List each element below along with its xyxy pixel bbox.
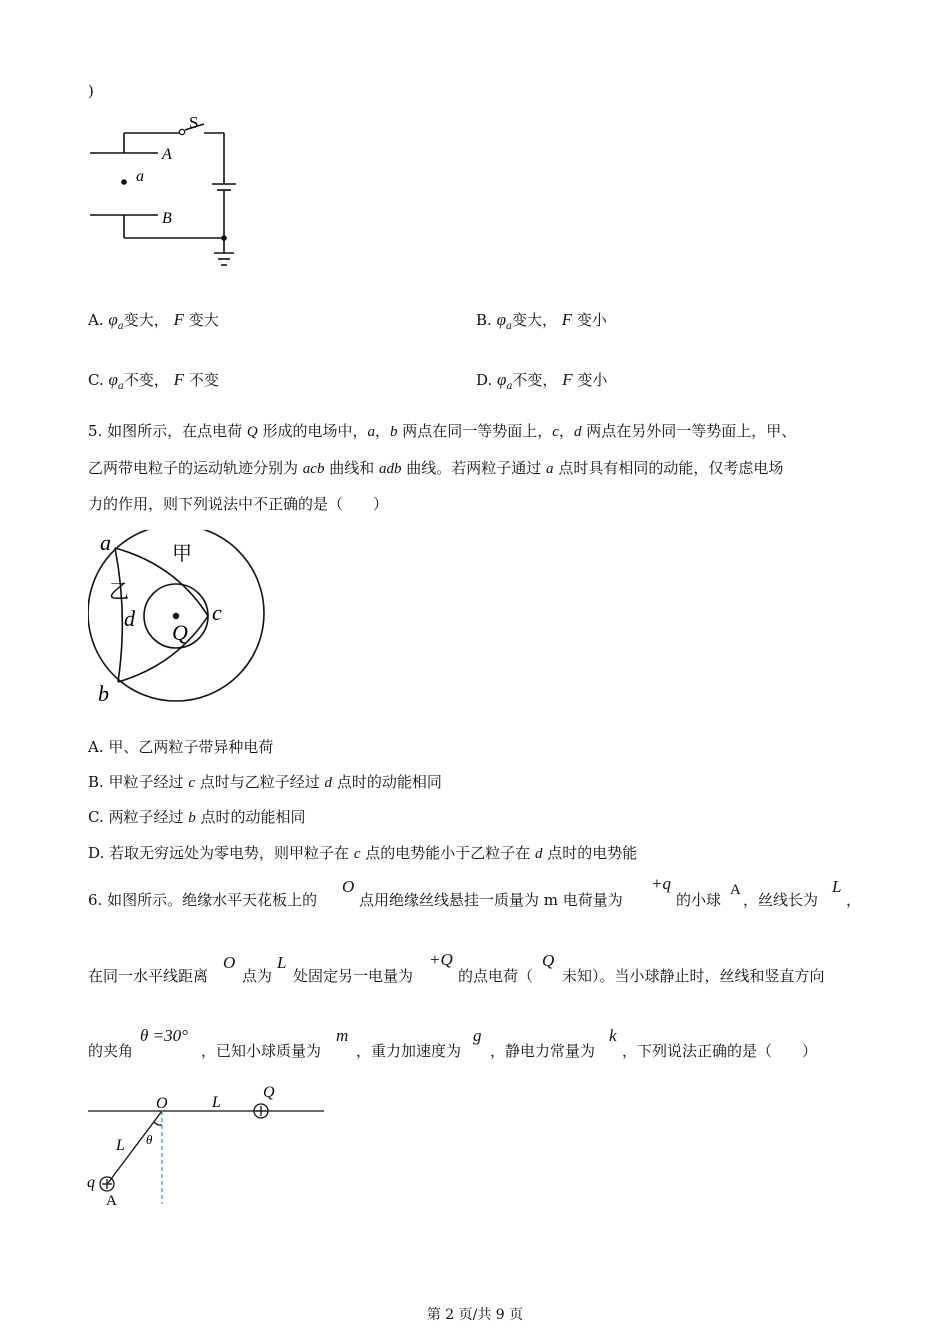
q6-line2-part4: 的点电荷（: [458, 967, 534, 985]
q6-line3-symbol-k: k: [609, 1026, 617, 1045]
q6-line2-part2: 点为: [242, 967, 273, 985]
pendulum-charge-figure: [84, 1080, 334, 1210]
option-b: B. $\varphi_a$变大， F 变小: [476, 310, 607, 332]
fig5-label-a: a: [100, 530, 111, 555]
fig6-label-o: O: [156, 1095, 168, 1112]
fig6-label-l-side: L: [116, 1137, 125, 1154]
q5-stem-line-1: 5. 如图所示，在点电荷 Q 形成的电场中，a，b 两点在同一等势面上，c，d 两点在另外同一等势面上，甲、: [88, 422, 797, 440]
option-a: A. $\varphi_a$变大， F 变大: [88, 310, 219, 332]
charge-q-dot: [173, 613, 179, 619]
fig5-label-jia: 甲: [172, 543, 192, 565]
fig6-label-theta: θ: [146, 1132, 153, 1147]
q6-line3-theta: θ =30°: [140, 1026, 188, 1045]
theta-arc: [154, 1122, 162, 1125]
option-c: C. $\varphi_a$不变， F 不变: [88, 370, 219, 392]
q6-line1-symbol-q: +q: [651, 874, 671, 893]
q5-stem-line-3: 力的作用，则下列说法中不正确的是（ ）: [88, 495, 389, 513]
q5-option-a: A. 甲、乙两粒子带异种电荷: [88, 738, 274, 756]
point-a-label: a: [136, 168, 144, 185]
equipotential-figure: [88, 530, 278, 710]
q6-line3-part2: ，已知小球质量为: [201, 1042, 322, 1060]
q6-line2-symbol-q: Q: [542, 951, 555, 970]
q6-line1-ball-a: A: [730, 882, 741, 898]
q6-line3-symbol-m: m: [336, 1026, 349, 1045]
question-4-closing-paren: ): [88, 82, 94, 100]
q6-line3-symbol-g: g: [473, 1026, 482, 1045]
q6-line1-part5: ，: [846, 891, 862, 909]
page-number-footer: 第 2 页/共 9 页: [426, 1307, 524, 1323]
q6-line1-part2: 点用绝缘丝线悬挂一质量为 m 电荷量为: [359, 891, 623, 909]
fig5-label-q: Q: [172, 620, 188, 645]
q6-line3-part5: ，下列说法正确的是（ ）: [622, 1042, 818, 1060]
option-d: D. $\varphi_a$不变， F 变小: [476, 370, 608, 392]
q6-line2-symbol-o: O: [223, 953, 236, 972]
q6-line2-symbol-plus-q: +Q: [429, 950, 453, 969]
q6-line3-part4: ，静电力常量为: [490, 1042, 596, 1060]
fig5-label-yi: 乙: [109, 581, 129, 603]
q6-line3-part3: ，重力加速度为: [356, 1042, 462, 1060]
fig6-label-l-top: L: [212, 1094, 221, 1111]
q6-line2-symbol-l: L: [277, 953, 287, 972]
plate-a-label: A: [162, 146, 172, 163]
q6-line1-symbol-l: L: [832, 877, 842, 896]
switch-label: S: [189, 113, 199, 132]
q5-option-d: D. 若取无穷远处为零电势，则甲粒子在 c 点的电势能小于乙粒子在 d 点时的电势能: [88, 844, 638, 862]
plate-b-label: B: [162, 210, 172, 227]
q6-line2-part3: 处固定另一电量为: [293, 967, 414, 985]
capacitor-circuit-figure: [80, 108, 250, 273]
q6-line2-part5: 未知）。当小球静止时，丝线和竖直方向: [562, 967, 825, 985]
trajectory-adb: [115, 548, 122, 682]
q6-line1-part3: 的小球: [676, 891, 722, 909]
q6-line3-part1: 的夹角: [88, 1042, 134, 1060]
fig5-label-d: d: [124, 606, 135, 631]
fig5-label-c: c: [212, 600, 222, 625]
q5-option-c: C. 两粒子经过 b 点时的动能相同: [88, 808, 306, 826]
q6-line1-symbol-o: O: [342, 877, 355, 896]
q5-option-b: B. 甲粒子经过 c 点时与乙粒子经过 d 点时的动能相同: [88, 773, 442, 791]
q5-stem-line-2: 乙两带电粒子的运动轨迹分别为 acb 曲线和 adb 曲线。若两粒子通过 a 点时具有相同的动能，仅考虑电场: [88, 459, 784, 477]
fig5-label-b: b: [98, 681, 109, 706]
q6-line2-part1: 在同一水平线距离: [88, 967, 209, 985]
point-a-dot: [121, 179, 127, 185]
q6-line1-part1: 6. 如图所示。绝缘水平天花板上的: [88, 891, 318, 909]
fig6-label-q: Q: [263, 1084, 275, 1101]
fig6-label-a: A: [106, 1193, 117, 1209]
fig6-label-q-small: q: [87, 1174, 95, 1191]
q6-line1-part4: ，丝线长为: [743, 891, 819, 909]
